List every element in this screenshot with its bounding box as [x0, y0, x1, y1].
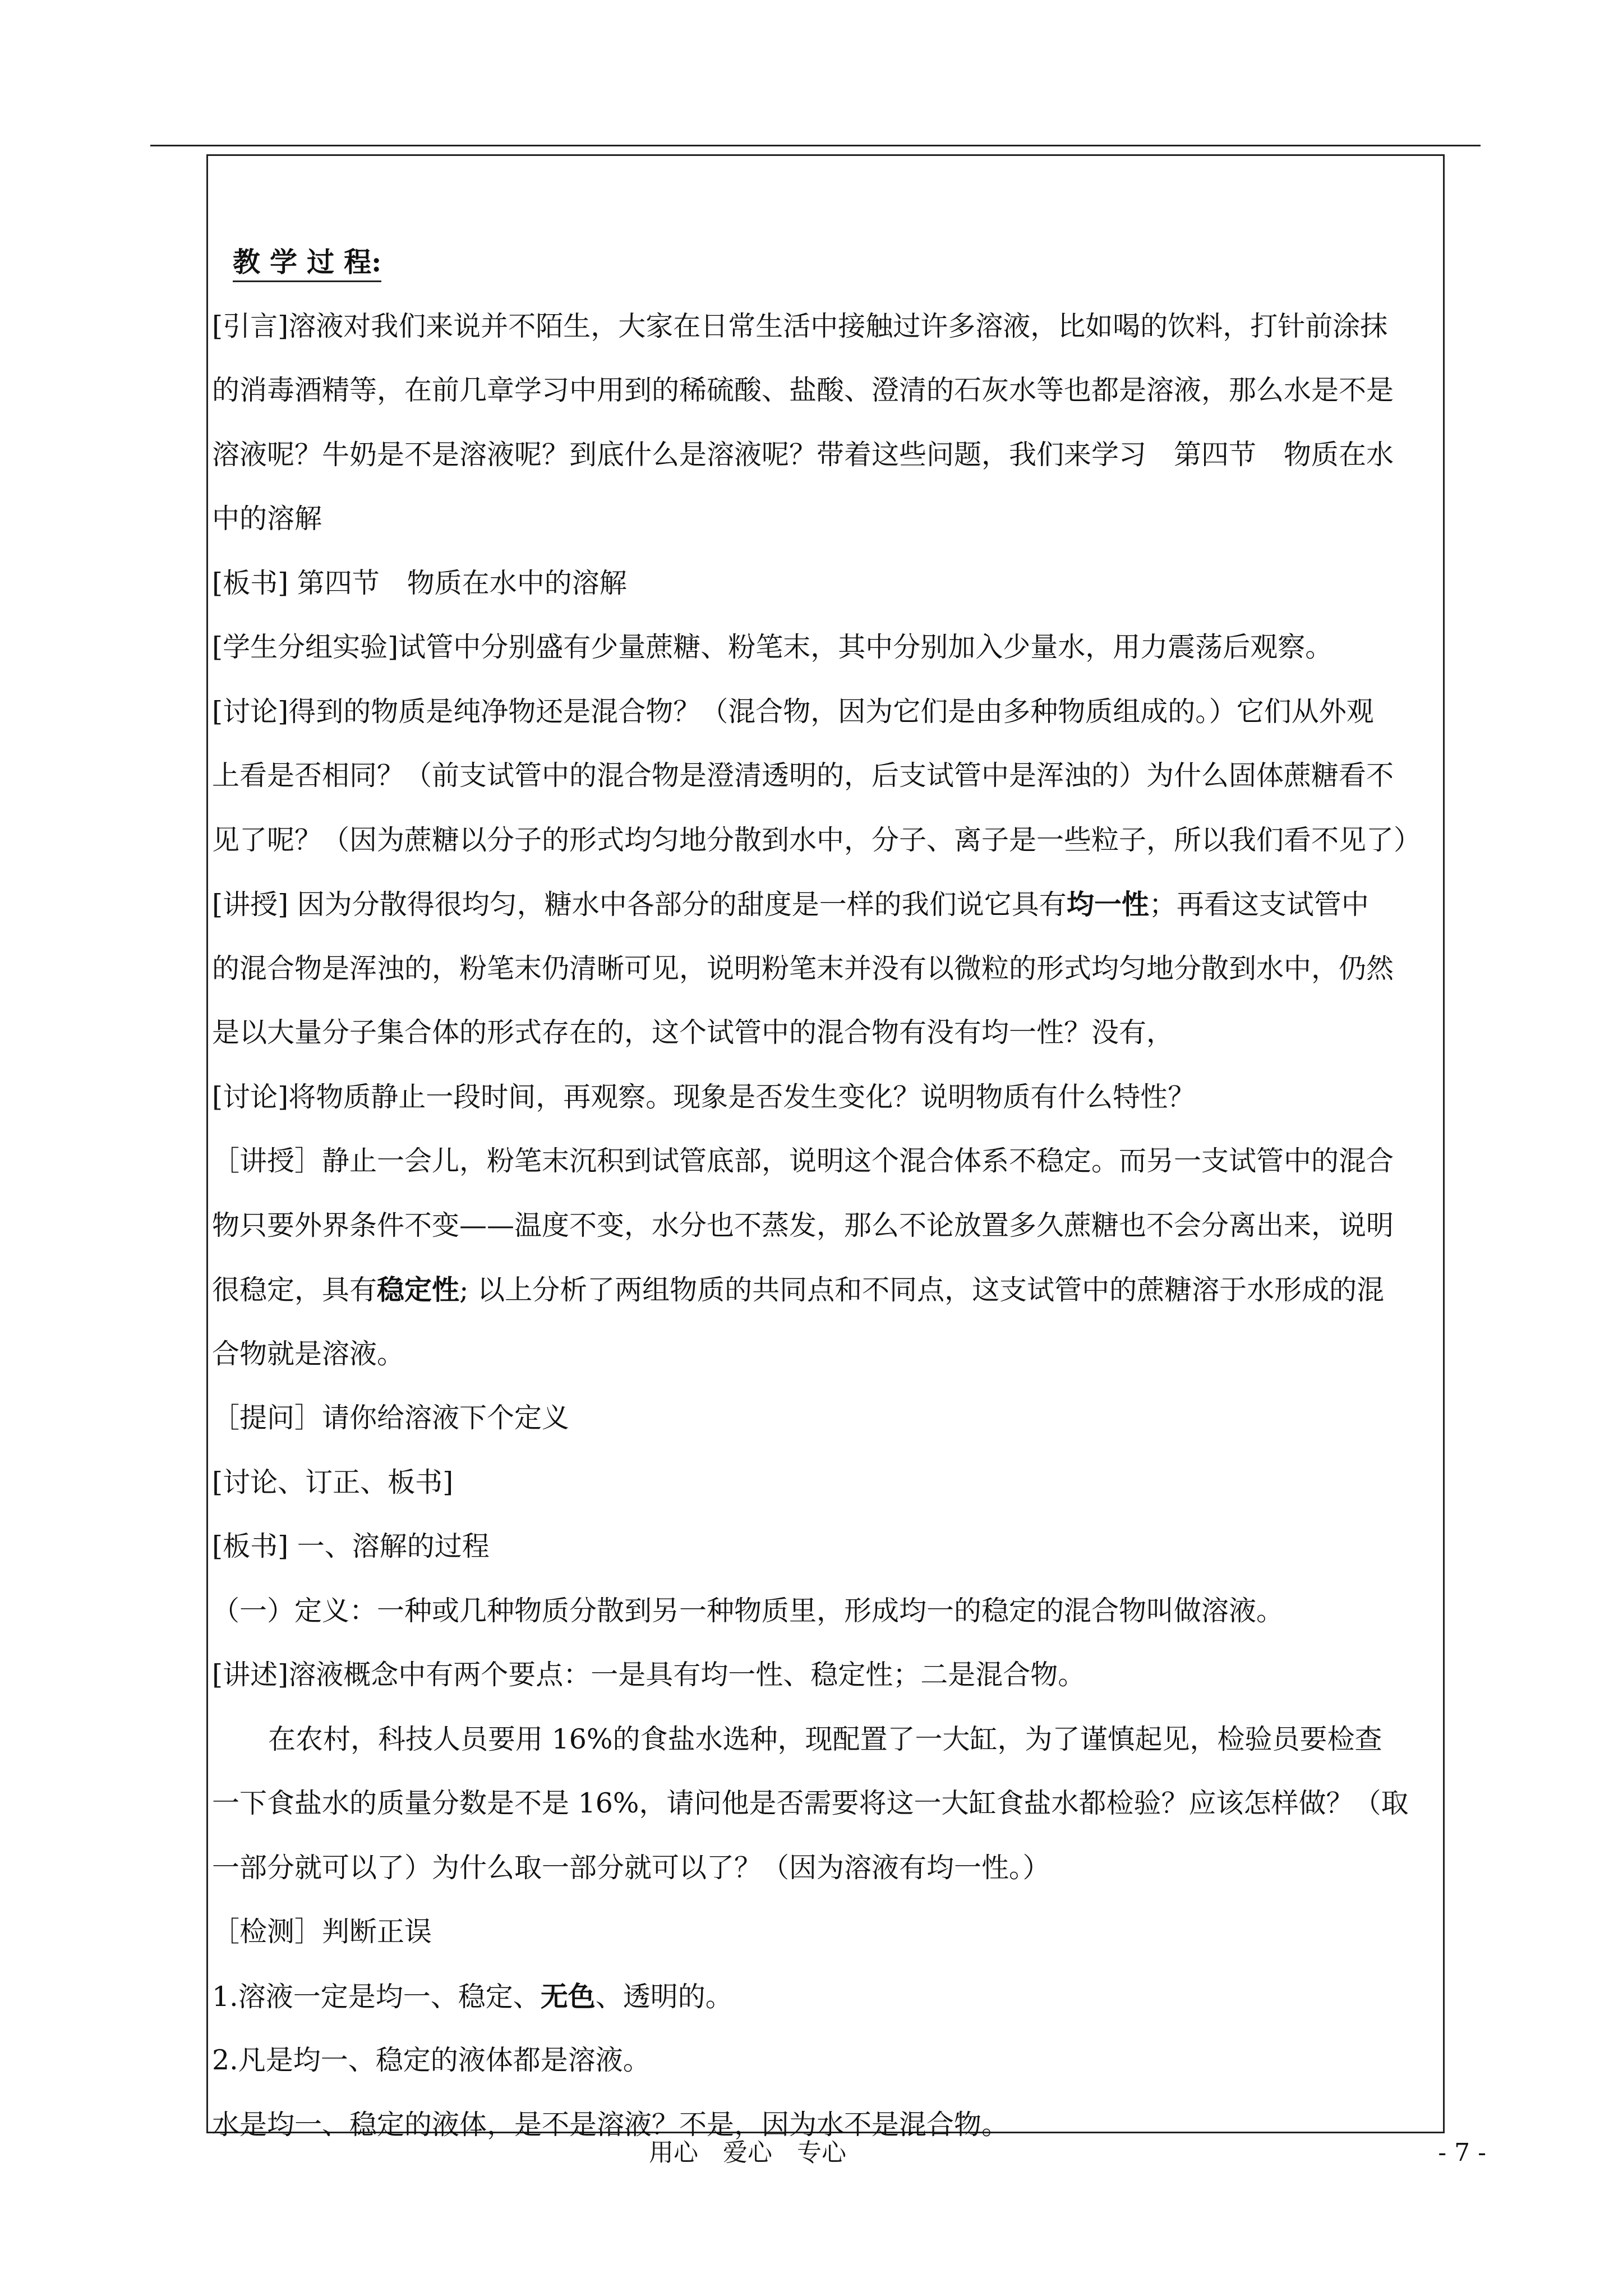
text-run: ；再看这支试管中 [1149, 889, 1369, 921]
text-run: 1.溶液一定是均一、稳定、 [212, 1980, 541, 2013]
paragraph-line: 水是均一、稳定的液体，是不是溶液？不是，因为水不是混合物。 [212, 2108, 1009, 2141]
paragraph-line: 的消毒酒精等，在前几章学习中用到的稀硫酸、盐酸、澄清的石灰水等也都是溶液，那么水是不是 [212, 374, 1394, 406]
paragraph-line: 合物就是溶液。 [212, 1337, 405, 1370]
paragraph-line: [讨论、订正、板书] [212, 1466, 454, 1498]
paragraph-line: ［检测］判断正误 [212, 1916, 432, 1948]
paragraph-line: [讲述]溶液概念中有两个要点：一是具有均一性、稳定性；二是混合物。 [212, 1659, 1086, 1691]
paragraph-line: [讨论]将物质静止一段时间，再观察。现象是否发生变化？说明物质有什么特性？ [212, 1080, 1196, 1113]
text-run: ; 以上分析了两组物质的共同点和不同点，这支试管中的蔗糖溶于水形成的混 [459, 1274, 1385, 1306]
emphasis-term: 稳定性 [377, 1273, 460, 1306]
emphasis-term: 无色 [540, 1980, 596, 2013]
paragraph-line [212, 872, 1439, 937]
paragraph-line: 中的溶解 [212, 503, 322, 535]
paragraph-line: 一部分就可以了）为什么取一部分就可以了？（因为溶液有均一性。） [212, 1851, 1050, 1884]
paragraph-line: 一下食盐水的质量分数是不是 16%，请问他是否需要将这一大缸食盐水都检验？应该怎样做？（取 [212, 1787, 1409, 1819]
paragraph-line: [板书] 第四节 物质在水中的溶解 [212, 567, 627, 599]
paragraph-line: 上看是否相同？（前支试管中的混合物是澄清透明的，后支试管中是浑浊的）为什么固体蔗糖看不 [212, 760, 1394, 792]
paragraph-line: ［讲授］静止一会儿，粉笔末沉积到试管底部，说明这个混合体系不稳定。而另一支试管中的混合 [212, 1145, 1394, 1177]
paragraph-line: [板书] 一、溶解的过程 [212, 1530, 490, 1562]
paragraph-line: 2.凡是均一、稳定的液体都是溶液。 [212, 2044, 651, 2076]
text-run: 很稳定，具有 [212, 1274, 377, 1306]
page-number: - 7 - [1438, 2138, 1486, 2167]
paragraph-line: [学生分组实验]试管中分别盛有少量蔗糖、粉笔末，其中分别加入少量水，用力震荡后观察。 [212, 631, 1333, 663]
paragraph-line: 见了呢？（因为蔗糖以分子的形式均匀地分散到水中，分子、离子是一些粒子，所以我们看不见了） [212, 823, 1422, 856]
paragraph-line: 物只要外界条件不变——温度不变，水分也不蒸发，那么不论放置多久蔗糖也不会分离出来，说明 [212, 1209, 1394, 1241]
paragraph-line [212, 1258, 1439, 1322]
text-run: 、透明的。 [595, 1980, 733, 2013]
paragraph-line: （一）定义：一种或几种物质分散到另一种物质里，形成均一的稳定的混合物叫做溶液。 [212, 1594, 1284, 1627]
paragraph-line: 溶液呢？牛奶是不是溶液呢？到底什么是溶液呢？带着这些问题，我们来学习 第四节 物质在水 [212, 438, 1394, 471]
paragraph-line: 是以大量分子集合体的形式存在的，这个试管中的混合物有没有均一性？没有， [212, 1016, 1174, 1048]
text-run: [讲授] 因为分散得很均匀，糖水中各部分的甜度是一样的我们说它具有 [212, 889, 1067, 921]
paragraph-line: 在农村，科技人员要用 16%的食盐水选种，现配置了一大缸，为了谨慎起见，检验员要检查 [268, 1723, 1382, 1755]
emphasis-term: 均一性 [1066, 888, 1149, 921]
paragraph-line: ［提问］请你给溶液下个定义 [212, 1402, 570, 1434]
paragraph-line [212, 1964, 1439, 2029]
footer-motto: 用心 爱心 专心 [649, 2138, 846, 2167]
paragraph-line: 的混合物是浑浊的，粉笔末仍清晰可见，说明粉笔末并没有以微粒的形式均匀地分散到水中，仍然 [212, 952, 1394, 984]
header-rule [150, 145, 1481, 146]
paragraph-line: [引言]溶液对我们来说并不陌生，大家在日常生活中接触过许多溶液，比如喝的饮料，打针前涂抹 [212, 310, 1388, 342]
paragraph-line: [讨论]得到的物质是纯净物还是混合物？（混合物，因为它们是由多种物质组成的。）它们从外观 [212, 695, 1374, 728]
lesson-content [212, 230, 1439, 2157]
section-heading: 教 学 过 程: [212, 230, 1439, 295]
